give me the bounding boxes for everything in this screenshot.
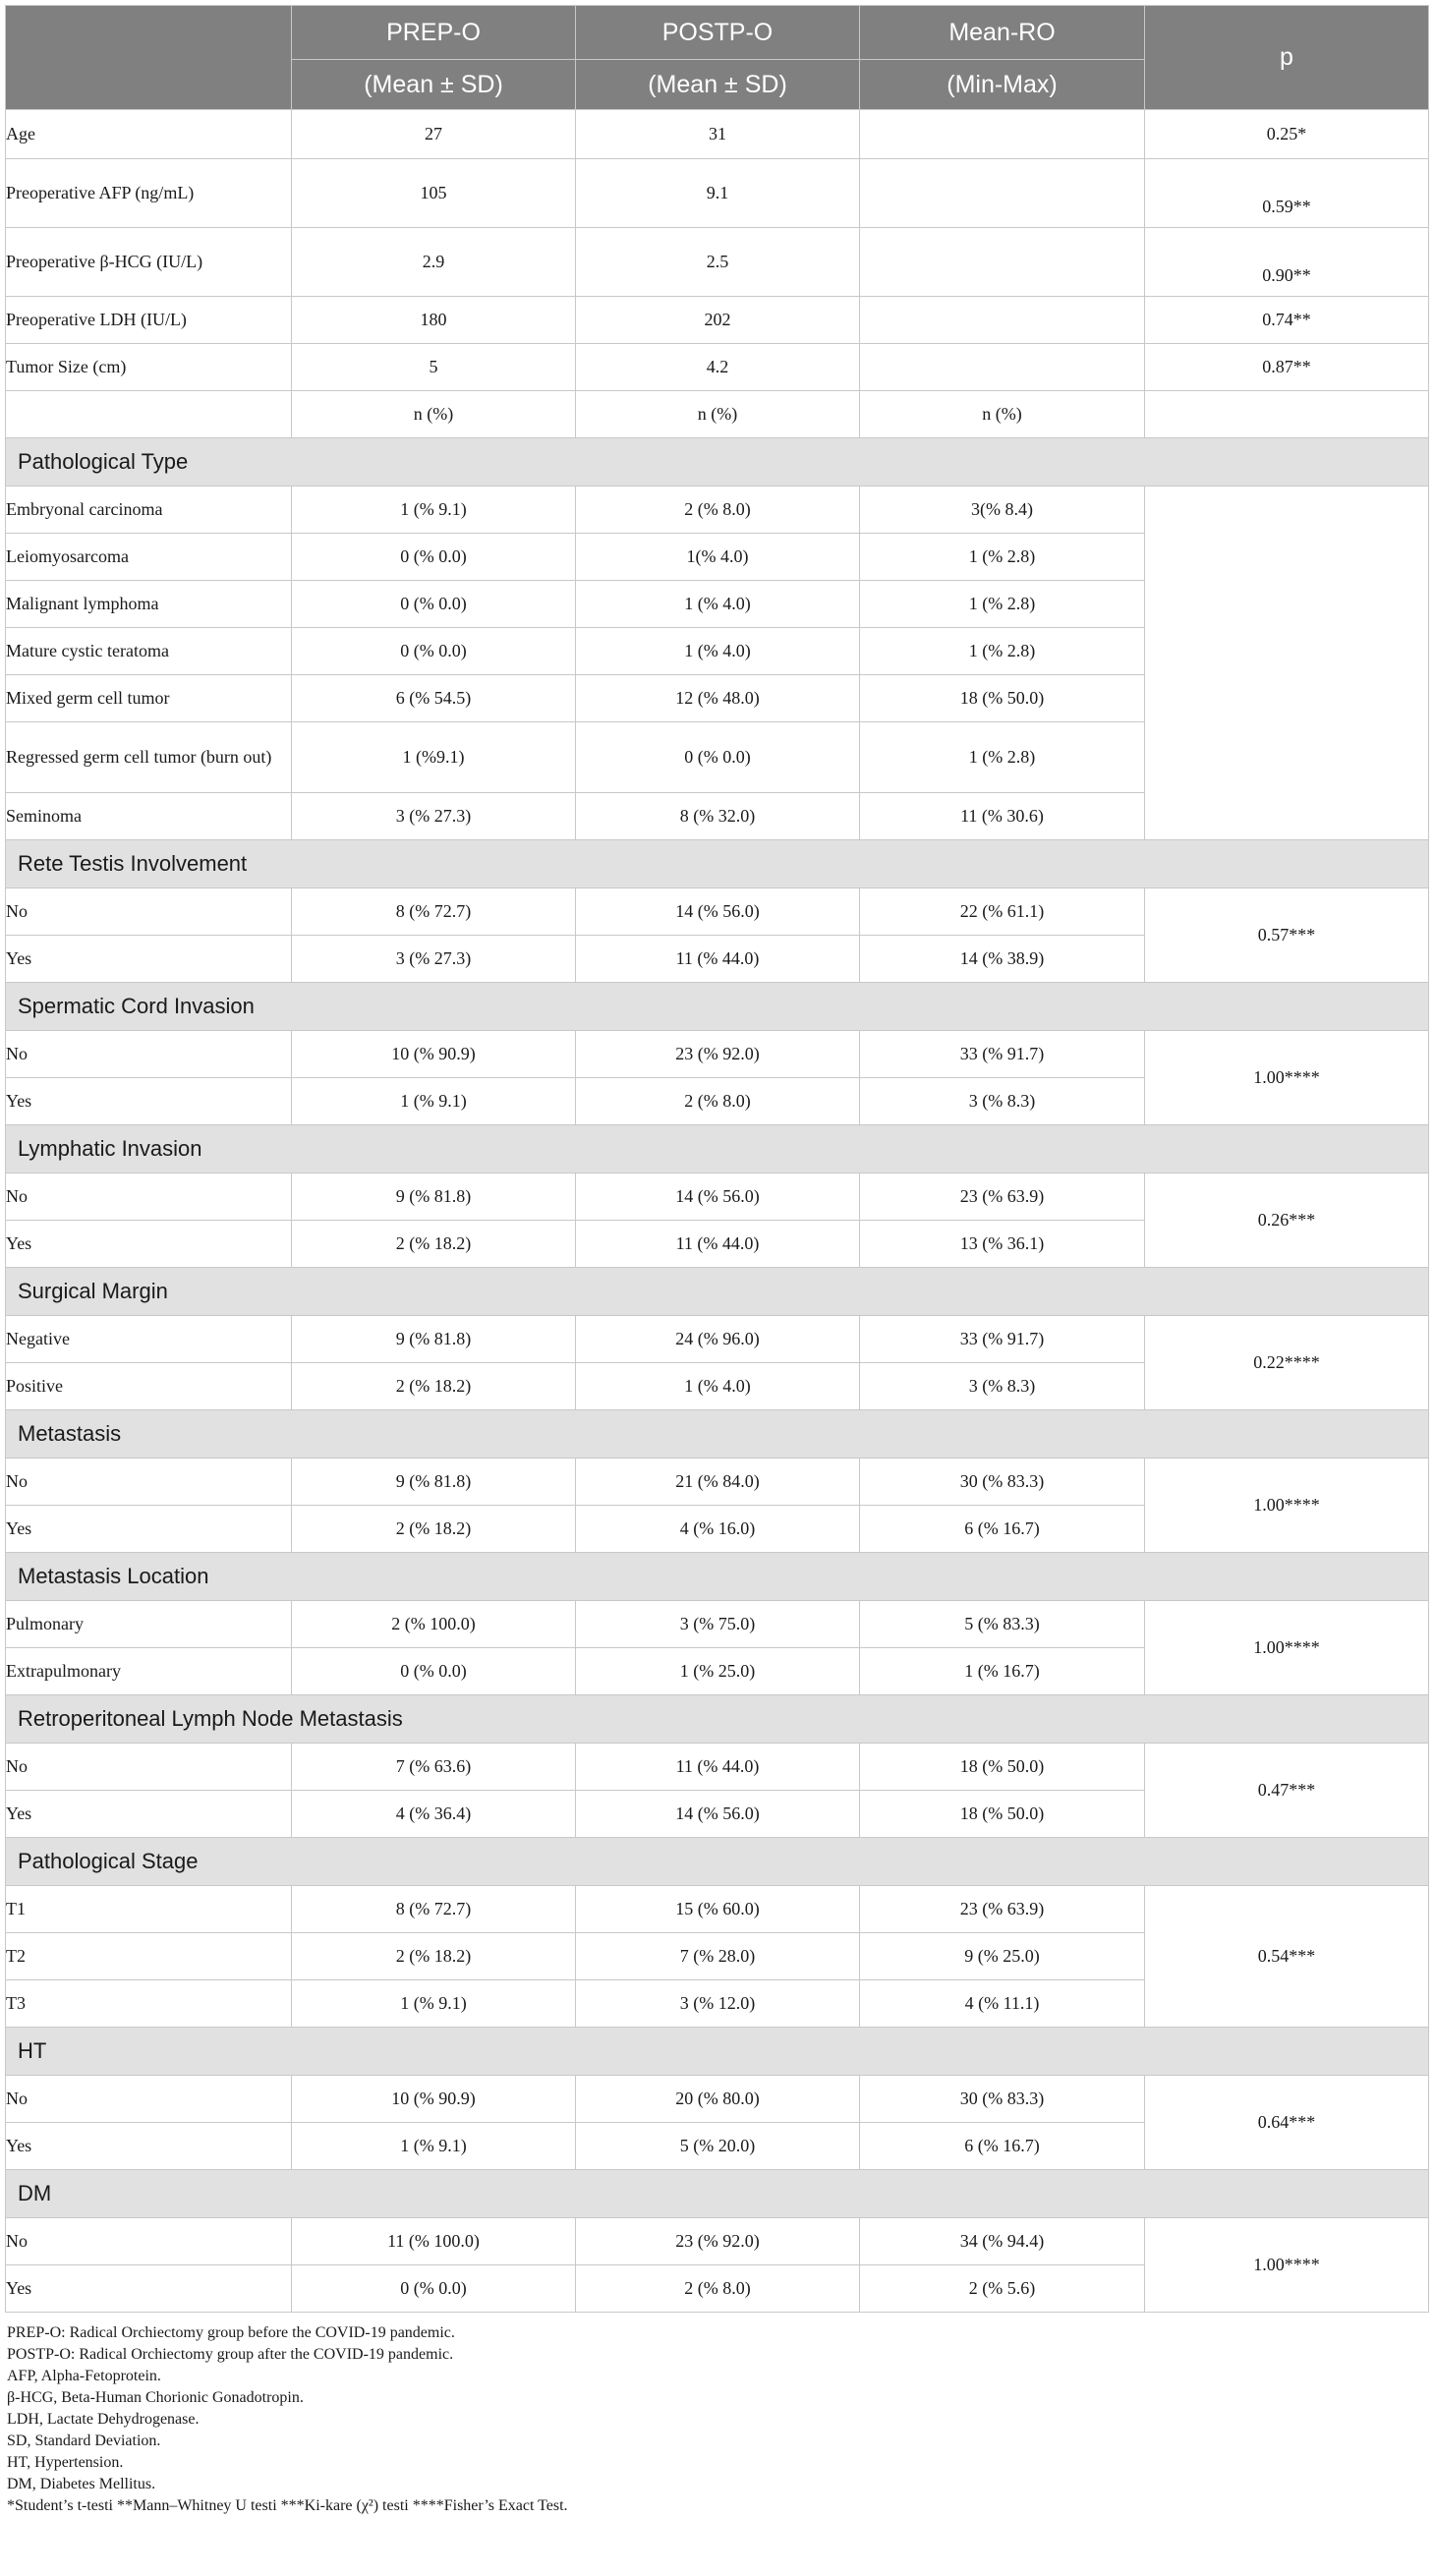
cell-postp: 1 (% 4.0) [576,581,860,628]
table-row [6,159,1429,228]
cell-prep: 8 (% 72.7) [292,888,576,936]
cell-postp: 24 (% 96.0) [576,1316,860,1363]
row-label: Malignant lymphoma [6,581,292,628]
cell-mean: 9 (% 25.0) [860,1933,1145,1980]
section-header [6,2028,1429,2076]
section-header [6,438,1429,487]
cell-prep: 2 (% 18.2) [292,1933,576,1980]
cell-prep: 7 (% 63.6) [292,1744,576,1791]
footnote-line: PREP-O: Radical Orchiectomy group before the COVID-19 pandemic. [7,2324,455,2341]
cell-p-value: 0.22**** [1145,1316,1429,1410]
cell-postp: 8 (% 32.0) [576,793,860,840]
row-label: Yes [6,2265,292,2313]
cell-postp: 2 (% 8.0) [576,487,860,534]
cell-postp: 3 (% 12.0) [576,1980,860,2028]
header-p: p [1145,6,1429,110]
cell-prep: 1 (% 9.1) [292,487,576,534]
header-empty [6,6,292,110]
cell-prep: 1 (% 9.1) [292,1078,576,1125]
cell-mean: 11 (% 30.6) [860,793,1145,840]
cell-mean: 22 (% 61.1) [860,888,1145,936]
cell-prep: 2 (% 100.0) [292,1601,576,1648]
cell-mean: 33 (% 91.7) [860,1316,1145,1363]
section-header [6,840,1429,888]
cell-postp: 1 (% 4.0) [576,1363,860,1410]
cell-postp: 2 (% 8.0) [576,2265,860,2313]
npct-mean: n (%) [860,391,1145,438]
data-table [5,5,1429,2313]
cell-postp: 1 (% 25.0) [576,1648,860,1695]
cell-postp: 11 (% 44.0) [576,936,860,983]
table-row [6,228,1429,297]
cell-mean [860,344,1145,391]
cell-mean: 33 (% 91.7) [860,1031,1145,1078]
cell-postp: 2.5 [576,228,860,297]
row-label: Tumor Size (cm) [6,344,292,391]
table-container [5,5,1428,2517]
section-header [6,2170,1429,2218]
cell-prep: 6 (% 54.5) [292,675,576,722]
cell-prep: 0 (% 0.0) [292,534,576,581]
cell-p-value: 0.25* [1145,110,1429,159]
table-row [6,1601,1429,1648]
cell-mean: 13 (% 36.1) [860,1221,1145,1268]
cell-prep: 105 [292,159,576,228]
row-label: T1 [6,1886,292,1933]
cell-prep: 5 [292,344,576,391]
cell-prep: 10 (% 90.9) [292,2076,576,2123]
table-row [6,2076,1429,2123]
cell-postp: 0 (% 0.0) [576,722,860,793]
cell-prep: 9 (% 81.8) [292,1459,576,1506]
cell-mean: 2 (% 5.6) [860,2265,1145,2313]
header-postp: POSTP-O [576,6,860,60]
row-label: No [6,1031,292,1078]
cell-postp: 4.2 [576,344,860,391]
cell-mean [860,297,1145,344]
npct-row [6,391,1429,438]
cell-prep: 10 (% 90.9) [292,1031,576,1078]
cell-p-value: 0.59** [1145,159,1429,228]
cell-postp: 7 (% 28.0) [576,1933,860,1980]
cell-postp: 31 [576,110,860,159]
footnote-line: β-HCG, Beta-Human Chorionic Gonadotropin. [7,2389,304,2406]
table-row [6,1886,1429,1933]
cell-mean: 1 (% 2.8) [860,581,1145,628]
section-title: HT [6,2028,1429,2076]
row-label: Mature cystic teratoma [6,628,292,675]
npct-postp: n (%) [576,391,860,438]
table-row [6,2218,1429,2265]
cell-postp: 21 (% 84.0) [576,1459,860,1506]
header-prep-sub: (Mean ± SD) [292,60,576,110]
cell-p-value: 0.57*** [1145,888,1429,983]
row-label: T3 [6,1980,292,2028]
cell-mean: 6 (% 16.7) [860,2123,1145,2170]
cell-mean [860,228,1145,297]
header-mean-sub: (Min-Max) [860,60,1145,110]
row-label: T2 [6,1933,292,1980]
row-label: Yes [6,1506,292,1553]
row-label: Yes [6,1078,292,1125]
cell-postp: 2 (% 8.0) [576,1078,860,1125]
cell-prep: 1 (% 9.1) [292,1980,576,2028]
cell-mean: 23 (% 63.9) [860,1886,1145,1933]
section-header [6,1268,1429,1316]
cell-postp: 11 (% 44.0) [576,1221,860,1268]
row-label: Yes [6,2123,292,2170]
row-label: No [6,2218,292,2265]
cell-postp: 202 [576,297,860,344]
footnote-line: DM, Diabetes Mellitus. [7,2476,156,2492]
row-label: Leiomyosarcoma [6,534,292,581]
footnotes [5,2322,1428,2517]
row-label: Seminoma [6,793,292,840]
cell-postp: 14 (% 56.0) [576,1791,860,1838]
cell-mean [860,110,1145,159]
section-title: Lymphatic Invasion [6,1125,1429,1174]
cell-postp: 9.1 [576,159,860,228]
cell-postp: 12 (% 48.0) [576,675,860,722]
cell-prep: 0 (% 0.0) [292,628,576,675]
cell-prep: 0 (% 0.0) [292,2265,576,2313]
table-row [6,888,1429,936]
section-title: Surgical Margin [6,1268,1429,1316]
row-label: No [6,1744,292,1791]
table-body [6,110,1429,2313]
section-header [6,1838,1429,1886]
cell-postp: 23 (% 92.0) [576,2218,860,2265]
cell-mean: 5 (% 83.3) [860,1601,1145,1648]
row-label: Regressed germ cell tumor (burn out) [6,722,292,793]
footnote-line: *Student’s t-testi **Mann–Whitney U testi ***Ki-kare (χ²) testi ****Fisher’s Exact Test. [7,2497,568,2514]
cell-mean [860,159,1145,228]
npct-p [1145,391,1429,438]
cell-prep: 27 [292,110,576,159]
cell-mean: 14 (% 38.9) [860,936,1145,983]
cell-postp: 15 (% 60.0) [576,1886,860,1933]
cell-prep: 0 (% 0.0) [292,1648,576,1695]
cell-mean: 30 (% 83.3) [860,1459,1145,1506]
cell-postp: 1(% 4.0) [576,534,860,581]
row-label: Extrapulmonary [6,1648,292,1695]
cell-mean: 23 (% 63.9) [860,1174,1145,1221]
section-title: Retroperitoneal Lymph Node Metastasis [6,1695,1429,1744]
row-label: No [6,2076,292,2123]
cell-prep: 2 (% 18.2) [292,1506,576,1553]
cell-postp: 1 (% 4.0) [576,628,860,675]
cell-mean: 3 (% 8.3) [860,1363,1145,1410]
cell-prep: 3 (% 27.3) [292,793,576,840]
cell-prep: 9 (% 81.8) [292,1174,576,1221]
section-title: Pathological Stage [6,1838,1429,1886]
table-row [6,1031,1429,1078]
header-mean: Mean-RO [860,6,1145,60]
footnote-line: AFP, Alpha-Fetoprotein. [7,2368,161,2384]
row-label: Pulmonary [6,1601,292,1648]
table-row [6,1459,1429,1506]
cell-prep: 1 (% 9.1) [292,2123,576,2170]
cell-p-value: 0.64*** [1145,2076,1429,2170]
cell-p-value: 1.00**** [1145,1031,1429,1125]
cell-p-value: 1.00**** [1145,1601,1429,1695]
cell-p-value: 0.47*** [1145,1744,1429,1838]
row-label: No [6,888,292,936]
row-label: Preoperative LDH (IU/L) [6,297,292,344]
footnote-line: SD, Standard Deviation. [7,2433,161,2449]
section-header [6,1125,1429,1174]
row-label: No [6,1459,292,1506]
cell-postp: 4 (% 16.0) [576,1506,860,1553]
row-label: Preoperative AFP (ng/mL) [6,159,292,228]
cell-mean: 1 (% 2.8) [860,628,1145,675]
table-row [6,1316,1429,1363]
row-label: Age [6,110,292,159]
cell-p-value: 0.87** [1145,344,1429,391]
header-prep: PREP-O [292,6,576,60]
cell-mean: 3(% 8.4) [860,487,1145,534]
cell-mean: 1 (% 2.8) [860,722,1145,793]
row-label: No [6,1174,292,1221]
cell-p-value: 0.26*** [1145,1174,1429,1268]
row-label: Preoperative β-HCG (IU/L) [6,228,292,297]
cell-postp: 20 (% 80.0) [576,2076,860,2123]
header-postp-sub: (Mean ± SD) [576,60,860,110]
section-header [6,1553,1429,1601]
cell-postp: 14 (% 56.0) [576,888,860,936]
section-title: Pathological Type [6,438,1429,487]
cell-prep: 2 (% 18.2) [292,1221,576,1268]
row-label: Positive [6,1363,292,1410]
cell-mean: 18 (% 50.0) [860,675,1145,722]
npct-label [6,391,292,438]
cell-mean: 6 (% 16.7) [860,1506,1145,1553]
table-row [6,487,1429,534]
cell-prep: 1 (%9.1) [292,722,576,793]
cell-postp: 14 (% 56.0) [576,1174,860,1221]
row-label: Embryonal carcinoma [6,487,292,534]
row-label: Yes [6,936,292,983]
cell-mean: 18 (% 50.0) [860,1744,1145,1791]
section-header [6,983,1429,1031]
row-label: Negative [6,1316,292,1363]
row-label: Mixed germ cell tumor [6,675,292,722]
cell-prep: 2 (% 18.2) [292,1363,576,1410]
table-row [6,344,1429,391]
table-row [6,1174,1429,1221]
cell-prep: 9 (% 81.8) [292,1316,576,1363]
cell-postp: 3 (% 75.0) [576,1601,860,1648]
cell-prep: 0 (% 0.0) [292,581,576,628]
section-title: DM [6,2170,1429,2218]
cell-prep: 180 [292,297,576,344]
cell-prep: 8 (% 72.7) [292,1886,576,1933]
cell-prep: 11 (% 100.0) [292,2218,576,2265]
header-row [6,6,1429,60]
cell-p-value: 0.74** [1145,297,1429,344]
cell-prep: 3 (% 27.3) [292,936,576,983]
section-title: Spermatic Cord Invasion [6,983,1429,1031]
npct-prep: n (%) [292,391,576,438]
cell-mean: 1 (% 2.8) [860,534,1145,581]
cell-mean: 34 (% 94.4) [860,2218,1145,2265]
footnote-line: LDH, Lactate Dehydrogenase. [7,2411,200,2428]
cell-prep: 2.9 [292,228,576,297]
cell-postp: 23 (% 92.0) [576,1031,860,1078]
cell-mean: 3 (% 8.3) [860,1078,1145,1125]
table-row [6,110,1429,159]
cell-mean: 1 (% 16.7) [860,1648,1145,1695]
footnote-line: POSTP-O: Radical Orchiectomy group after the COVID-19 pandemic. [7,2346,454,2363]
cell-prep: 4 (% 36.4) [292,1791,576,1838]
cell-postp: 11 (% 44.0) [576,1744,860,1791]
cell-mean: 30 (% 83.3) [860,2076,1145,2123]
cell-p-value: 0.54*** [1145,1886,1429,2028]
cell-mean: 18 (% 50.0) [860,1791,1145,1838]
table-row [6,297,1429,344]
cell-p-value: 1.00**** [1145,1459,1429,1553]
cell-postp: 5 (% 20.0) [576,2123,860,2170]
footnote-line: HT, Hypertension. [7,2454,124,2471]
section-header [6,1695,1429,1744]
cell-p-value [1145,487,1429,840]
section-title: Rete Testis Involvement [6,840,1429,888]
cell-p-value: 1.00**** [1145,2218,1429,2313]
section-header [6,1410,1429,1459]
section-title: Metastasis [6,1410,1429,1459]
row-label: Yes [6,1221,292,1268]
row-label: Yes [6,1791,292,1838]
table-row [6,1744,1429,1791]
cell-mean: 4 (% 11.1) [860,1980,1145,2028]
cell-p-value: 0.90** [1145,228,1429,297]
section-title: Metastasis Location [6,1553,1429,1601]
